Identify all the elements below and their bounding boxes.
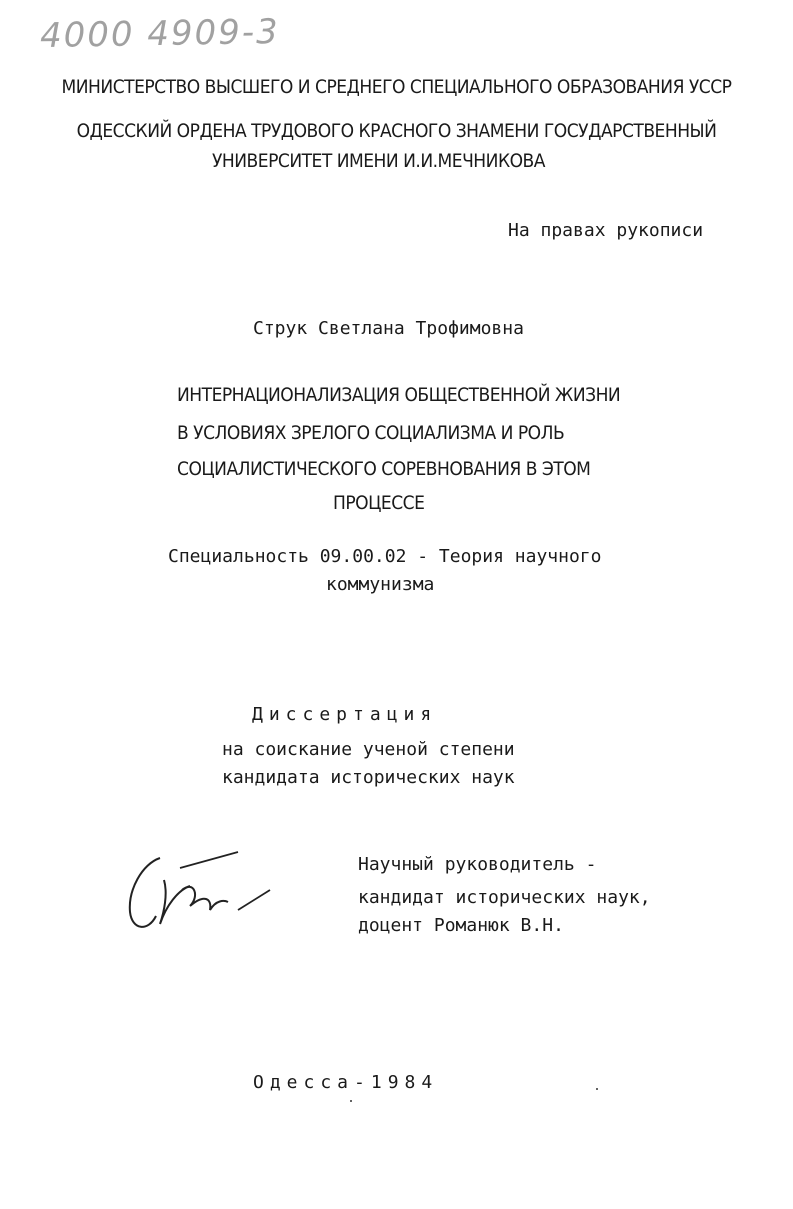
ink-dot <box>350 1100 352 1102</box>
title-line4: ПРОЦЕССЕ <box>333 492 425 514</box>
specialty-line2: коммунизма <box>326 574 435 595</box>
signature <box>120 850 290 940</box>
rights-note: На правах рукописи <box>508 220 704 241</box>
archive-stamp: 4000 4909-3 <box>39 11 281 57</box>
supervisor-line1: Научный руководитель - <box>358 854 597 875</box>
supervisor-line3: доцент Романюк В.Н. <box>358 915 564 936</box>
university-heading-line2: УНИВЕРСИТЕТ ИМЕНИ И.И.МЕЧНИКОВА <box>212 150 545 172</box>
author-name: Струк Светлана Трофимовна <box>253 318 524 339</box>
title-line3: СОЦИАЛИСТИЧЕСКОГО СОРЕВНОВАНИЯ В ЭТОМ <box>177 458 591 480</box>
dissertation-line1: на соискание ученой степени <box>222 739 515 760</box>
supervisor-line2: кандидат исторических наук, <box>358 887 651 908</box>
dissertation-line2: кандидата исторических наук <box>222 767 515 788</box>
title-line2: В УСЛОВИЯХ ЗРЕЛОГО СОЦИАЛИЗМА И РОЛЬ <box>177 422 565 444</box>
ink-dot <box>596 1088 598 1090</box>
ministry-heading: МИНИСТЕРСТВО ВЫСШЕГО И СРЕДНЕГО СПЕЦИАЛЬНОГО ОБРАЗОВАНИЯ УССР <box>61 76 732 98</box>
university-heading-line1: ОДЕССКИЙ ОРДЕНА ТРУДОВОГО КРАСНОГО ЗНАМЕНИ ГОСУДАРСТВЕННЫЙ <box>76 120 717 142</box>
dissertation-heading: Диссертация <box>252 704 438 725</box>
specialty-line1: Специальность 09.00.02 - Теория научного <box>168 546 602 567</box>
city-year-footer: Одесса-1984 <box>253 1072 439 1093</box>
title-line1: ИНТЕРНАЦИОНАЛИЗАЦИЯ ОБЩЕСТВЕННОЙ ЖИЗНИ <box>177 384 621 406</box>
